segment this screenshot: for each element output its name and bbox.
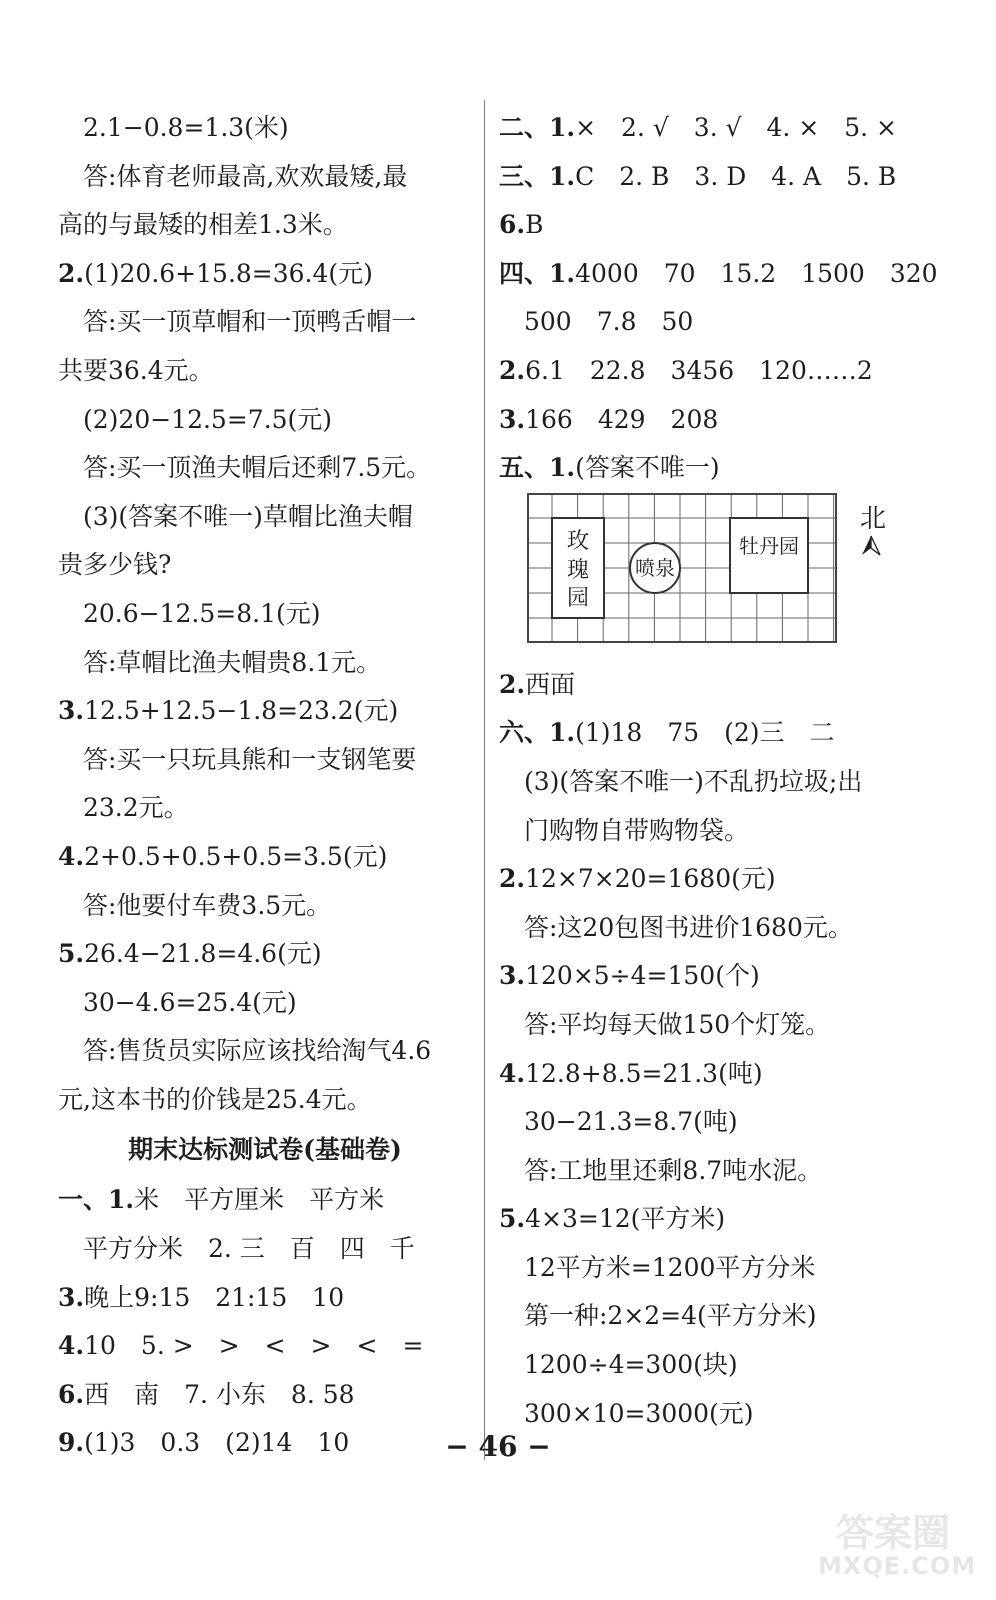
answer-text: 4×3=12(平方米) (525, 1204, 726, 1234)
watermark-url: MXQE.COM (818, 1552, 977, 1580)
answer-line (58, 1322, 472, 1371)
answer-text: 30−4.6=25.4(元) (83, 987, 297, 1017)
answer-line (58, 590, 472, 639)
question-number: 五、1. (499, 453, 576, 483)
answer-text: 30−21.3=8.7(吨) (524, 1107, 738, 1137)
answer-line (58, 396, 472, 445)
answer-line (499, 807, 939, 856)
answer-text: 答:这20包图书进价1680元。 (524, 912, 853, 942)
answer-line (58, 1027, 472, 1076)
answer-text: (3)(答案不唯一)草帽比渔夫帽 (83, 501, 413, 531)
answer-text: (1)18 75 (2)三 二 (575, 718, 835, 748)
answer-text: 共要36.4元。 (58, 355, 214, 385)
answer-text: (1)3 0.3 (2)14 10 (84, 1428, 350, 1458)
question-number: 一、1. (58, 1185, 135, 1215)
answer-line (499, 1147, 939, 1196)
answer-line (58, 1176, 472, 1225)
answer-text: (1)20.6+15.8=36.4(元) (84, 258, 373, 288)
answer-text: 平方分米 2. 三 百 四 千 (83, 1234, 415, 1264)
question-number: 三、1. (499, 161, 576, 191)
answer-text: 12平方米=1200平方分米 (524, 1252, 816, 1282)
answer-text: 答:体育老师最高,欢欢最矮,最 (83, 161, 408, 191)
answer-text: × 2. √ 3. √ 4. × 5. × (575, 113, 898, 142)
right-column (499, 104, 939, 1438)
answer-line (499, 298, 939, 347)
question-number: 4. (499, 1058, 526, 1088)
answer-line (58, 201, 472, 250)
answer-text: 500 7.8 50 (524, 307, 694, 337)
answer-line (58, 1225, 472, 1274)
north-indicator (860, 498, 886, 557)
answer-line (58, 153, 472, 202)
answer-line (499, 444, 939, 493)
answer-text: 120×5÷4=150(个) (525, 961, 760, 991)
answer-line (499, 855, 939, 904)
answer-text: 答:草帽比渔夫帽贵8.1元。 (83, 647, 382, 677)
watermark-text: 答案圈 (835, 1511, 950, 1555)
answer-text: (答案不唯一) (575, 453, 720, 483)
answer-line (58, 687, 472, 736)
answer-text: 门购物自带购物袋。 (524, 815, 750, 845)
answer-line (499, 396, 939, 445)
question-number: 6. (58, 1379, 85, 1409)
answer-line (499, 1098, 939, 1147)
answer-text: 20.6−12.5=8.1(元) (83, 598, 321, 628)
answer-line (499, 1244, 939, 1293)
answer-line (499, 104, 939, 153)
question-number: 2. (499, 864, 526, 894)
section-title: 期末达标测试卷(基础卷) (128, 1135, 402, 1165)
answer-line (499, 1050, 939, 1099)
answer-line (58, 736, 472, 785)
answer-line (58, 1274, 472, 1323)
question-number: 2. (499, 355, 526, 385)
right-top-lines (499, 104, 939, 493)
answer-line (58, 833, 472, 882)
answer-line (499, 904, 939, 953)
answer-line (499, 1292, 939, 1341)
answer-line (58, 1371, 472, 1420)
answer-text: 26.4−21.8=4.6(元) (84, 939, 322, 969)
answer-line (499, 709, 939, 758)
answer-text: 12×7×20=1680(元) (525, 864, 776, 894)
answer-text: 166 429 208 (525, 404, 719, 434)
north-arrow-icon (860, 535, 882, 557)
answer-text: 10 5. > > < > < = (84, 1331, 424, 1361)
answer-text: 晚上9:15 21:15 10 (84, 1282, 345, 1312)
answer-text: 12.8+8.5=21.3(吨) (525, 1058, 763, 1088)
answer-line (58, 250, 472, 299)
answer-text: 答:买一只玩具熊和一支钢笔要 (83, 744, 417, 774)
question-number: 5. (499, 1204, 526, 1234)
answer-line (58, 298, 472, 347)
answer-text: 6.1 22.8 3456 120……2 (525, 355, 873, 385)
answer-text: 答:工地里还剩8.7吨水泥。 (524, 1155, 823, 1185)
answer-text: (2)20−12.5=7.5(元) (83, 404, 333, 434)
answer-line (58, 493, 472, 542)
answer-line (499, 250, 939, 299)
question-number: 4. (58, 841, 85, 871)
answer-line (499, 758, 939, 807)
answer-line (499, 1001, 939, 1050)
answer-line (499, 153, 939, 202)
answer-text: 12.5+12.5−1.8=23.2(元) (84, 696, 399, 726)
fountain-label: 喷泉 (635, 555, 675, 580)
answer-text: C 2. B 3. D 4. A 5. B (575, 161, 897, 191)
answer-line (499, 1195, 939, 1244)
answer-text: 答:平均每天做150个灯笼。 (524, 1009, 831, 1039)
rose-garden-char-3: 园 (566, 585, 590, 611)
answer-line (58, 444, 472, 493)
north-label: 北 (860, 504, 887, 534)
answer-text: 2.1−0.8=1.3(米) (83, 113, 289, 142)
question-number: 二、1. (499, 113, 576, 142)
answer-text: 4000 70 15.2 1500 320 (575, 258, 938, 288)
answer-text: 300×10=3000(元) (524, 1398, 754, 1428)
answer-line (58, 347, 472, 396)
answer-text: 2+0.5+0.5+0.5=3.5(元) (84, 841, 388, 871)
question-number: 四、1. (499, 258, 576, 288)
answer-text: 高的与最矮的相差1.3米。 (58, 210, 348, 240)
rose-garden-char-2: 瑰 (566, 557, 590, 583)
answer-text: 答:他要付车费3.5元。 (83, 890, 332, 920)
question-number: 2. (499, 669, 526, 699)
answer-text: 1200÷4=300(块) (524, 1350, 738, 1380)
answer-text: 元,这本书的价钱是25.4元。 (58, 1084, 372, 1114)
answer-line (58, 104, 472, 153)
answer-line (499, 952, 939, 1001)
answer-text: 米 平方厘米 平方米 (134, 1185, 385, 1215)
left-answer-lines (58, 104, 472, 1124)
map-grid (527, 493, 837, 643)
answer-line (499, 347, 939, 396)
answer-text: 贵多少钱? (58, 550, 172, 580)
answer-line (58, 639, 472, 688)
answer-text: 答:买一顶渔夫帽后还剩7.5元。 (83, 453, 432, 483)
question-number: 2. (58, 258, 85, 288)
answer-text: 23.2元。 (83, 793, 189, 823)
right-bottom-lines (499, 661, 939, 1439)
answer-text: 答:买一顶草帽和一顶鸭舌帽一 (83, 307, 417, 337)
question-number: 4. (58, 1331, 85, 1361)
answer-text: 西面 (525, 669, 576, 699)
left-tail-lines (58, 1176, 472, 1468)
answer-line (58, 930, 472, 979)
question-number: 六、1. (499, 718, 576, 748)
answer-text: 答:售货员实际应该找给淘气4.6 (83, 1036, 432, 1066)
question-number: 3. (58, 696, 85, 726)
column-divider (484, 100, 485, 1460)
question-number: 5. (58, 939, 85, 969)
left-column (58, 104, 472, 1468)
answer-line (499, 1341, 939, 1390)
question-number: 3. (58, 1282, 85, 1312)
question-number: 6. (499, 210, 526, 240)
answer-line (58, 1076, 472, 1125)
answer-text: 第一种:2×2=4(平方分米) (524, 1301, 817, 1331)
page-number: − 46 − (445, 1430, 551, 1463)
watermark-logo (818, 1511, 977, 1580)
rose-garden-char-1: 玫 (566, 528, 590, 554)
answer-line (499, 201, 939, 250)
answer-line (58, 979, 472, 1028)
peony-garden-label: 牡丹园 (739, 533, 799, 558)
question-number: 9. (58, 1428, 85, 1458)
answer-text: 西 南 7. 小东 8. 58 (84, 1379, 355, 1409)
answer-text: B (525, 210, 544, 240)
answer-line (58, 541, 472, 590)
answer-text: (3)(答案不唯一)不乱扔垃圾;出 (524, 766, 863, 796)
answer-line (58, 882, 472, 931)
answer-line (58, 784, 472, 833)
question-number: 3. (499, 961, 526, 991)
question-number: 3. (499, 404, 526, 434)
answer-line (499, 661, 939, 710)
